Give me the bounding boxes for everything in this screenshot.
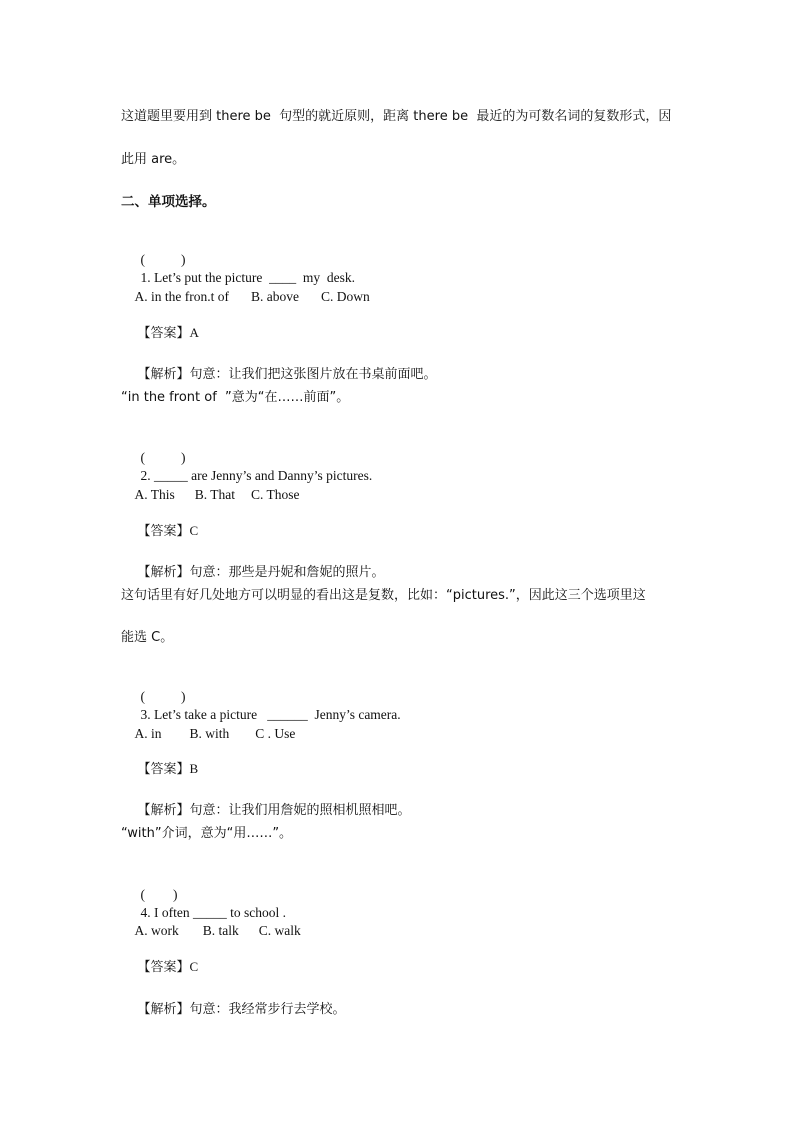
analysis-text: 句意：让我们用詹妮的照相机照相吧。: [189, 803, 411, 818]
question-2-options: [121, 468, 300, 502]
question-3-analysis: [121, 784, 411, 818]
answer-label: 【答案】: [137, 326, 190, 341]
option-b: B. talk: [202, 923, 239, 938]
answer-paren-close: ): [181, 689, 186, 704]
intro-line-2: 此用 are。: [121, 152, 186, 167]
option-c: C. Down: [320, 289, 370, 304]
option-a: A. This: [134, 487, 175, 502]
option-c: C. walk: [258, 923, 301, 938]
option-c: C . Use: [255, 726, 296, 741]
question-1-options: [121, 270, 370, 304]
option-b: B. above: [250, 289, 299, 304]
answer-value: B: [189, 761, 199, 776]
answer-label: 【答案】: [137, 762, 190, 777]
question-3-stem: 3. Let’s take a picture ______ Jenny’s camera.: [140, 707, 401, 722]
question-2-stem: 2. _____ are Jenny’s and Danny’s pictures.: [140, 468, 373, 483]
question-1-answer: [121, 306, 199, 341]
answer-label: 【答案】: [137, 524, 190, 539]
question-3-answer: [121, 742, 199, 777]
question-1-analysis-line-2: “in the front of ”意为“在……前面”。: [121, 390, 350, 405]
question-2-stem-line: [127, 431, 373, 483]
question-1-stem-line: [127, 233, 355, 285]
option-a: A. work: [134, 923, 179, 938]
analysis-text: 句意：那些是丹妮和詹妮的照片。: [189, 565, 385, 580]
option-c: C. Those: [251, 487, 300, 502]
analysis-label: 【解析】: [137, 367, 190, 382]
question-2-analysis-line-3: 能选 C。: [121, 630, 174, 645]
answer-paren-open: (: [140, 887, 145, 902]
answer-paren-close: ): [181, 450, 186, 465]
question-2-analysis: [121, 546, 385, 580]
option-b: B. That: [194, 487, 236, 502]
answer-paren-open: (: [140, 689, 145, 704]
question-3-stem-line: [127, 670, 401, 722]
analysis-label: 【解析】: [137, 565, 190, 580]
analysis-label: 【解析】: [137, 803, 190, 818]
question-1-stem: 1. Let’s put the picture ____ my desk.: [140, 270, 355, 285]
answer-paren-open: (: [140, 252, 145, 267]
answer-value: C: [189, 959, 199, 974]
question-2-analysis-line-2: 这句话里有好几处地方可以明显的看出这是复数，比如：“pictures.”，因此这三个选项里这: [121, 588, 646, 603]
question-4-stem: 4. I often _____ to school .: [140, 905, 286, 920]
question-4-stem-line: [127, 868, 286, 920]
answer-value: C: [189, 523, 199, 538]
question-3-options: [121, 707, 296, 741]
analysis-text: 句意：我经常步行去学校。: [189, 1002, 346, 1017]
question-4-options: [121, 904, 301, 938]
question-2-answer: [121, 504, 199, 539]
answer-label: 【答案】: [137, 960, 190, 975]
answer-value: A: [189, 325, 199, 340]
answer-paren-close: ): [173, 887, 178, 902]
question-4-answer: [121, 940, 199, 975]
answer-paren-close: ): [181, 252, 186, 267]
intro-line-1: 这道题里要用到 there be 句型的就近原则，距离 there be 最近的为可数名词的复数形式，因: [121, 109, 672, 124]
analysis-label: 【解析】: [137, 1002, 190, 1017]
question-3-analysis-line-2: “with”介词，意为“用……”。: [121, 826, 293, 841]
option-a: A. in the fron.t of: [134, 289, 229, 304]
analysis-text: 句意：让我们把这张图片放在书桌前面吧。: [189, 367, 437, 382]
question-4-analysis: [121, 983, 346, 1017]
answer-paren-open: (: [140, 450, 145, 465]
section-heading: 二、单项选择。: [121, 194, 216, 210]
option-b: B. with: [189, 726, 230, 741]
option-a: A. in: [134, 726, 162, 741]
question-1-analysis: [121, 348, 437, 382]
